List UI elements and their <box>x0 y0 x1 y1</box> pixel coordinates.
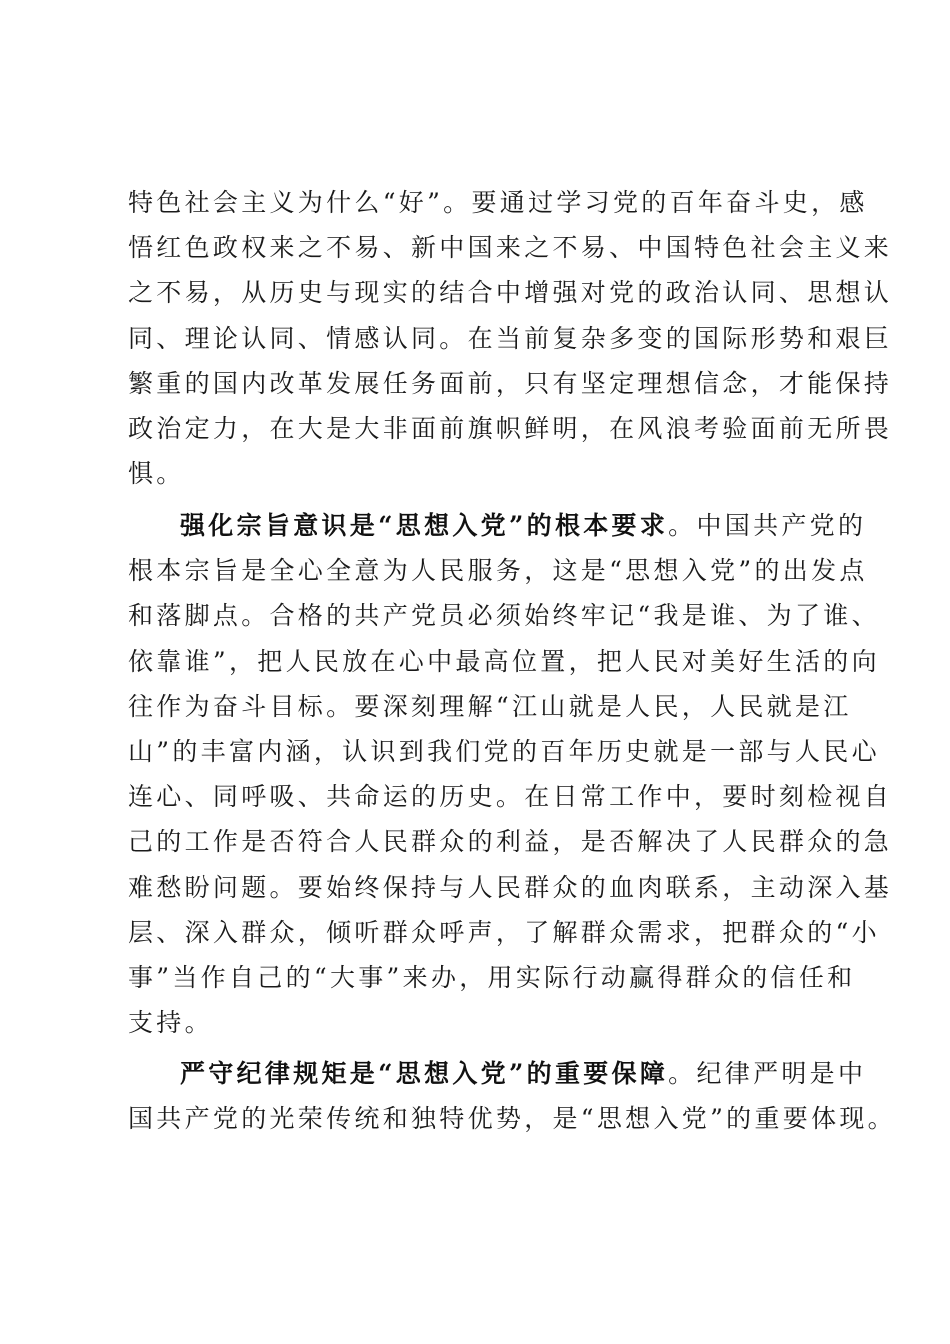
text-line <box>128 1051 867 1096</box>
text-line: 己的工作是否符合人民群众的利益，是否解决了人民群众的急 <box>128 827 893 857</box>
text-line <box>128 503 867 548</box>
text-line: 同、理论认同、情感认同。在当前复杂多变的国际形势和艰巨 <box>128 323 893 353</box>
text-line: 惧。 <box>128 459 185 489</box>
text-line: 连心、同呼吸、共命运的历史。在日常工作中，要时刻检视自 <box>128 782 893 812</box>
paragraph-heading: 强化宗旨意识是“思想入党”的根本要求 <box>180 511 669 540</box>
text-line: 山”的丰富内涵，认识到我们党的百年历史就是一部与人民心 <box>128 736 880 766</box>
text-line: 事”当作自己的“大事”来办，用实际行动赢得群众的信任和 <box>128 962 856 992</box>
heading-continuation: 。中国共产党的 <box>668 511 867 540</box>
text-line: 之不易，从历史与现实的结合中增强对党的政治认同、思想认 <box>128 278 893 308</box>
text-line: 支持。 <box>128 1008 213 1038</box>
text-line: 政治定力，在大是大非面前旗帜鲜明，在风浪考验面前无所畏 <box>128 413 893 443</box>
text-line: 根本宗旨是全心全意为人民服务，这是“思想入党”的出发点 <box>128 556 868 586</box>
text-line: 和落脚点。合格的共产党员必须始终牢记“我是谁、为了谁、 <box>128 601 880 631</box>
paragraph-3 <box>128 1051 896 1141</box>
text-line: 难愁盼问题。要始终保持与人民群众的血肉联系，主动深入基 <box>128 872 893 902</box>
text-line: 繁重的国内改革发展任务面前，只有坚定理想信念，才能保持 <box>128 368 893 398</box>
paragraph-1 <box>128 180 893 496</box>
paragraph-2 <box>128 503 893 1045</box>
text-line: 依靠谁”，把人民放在心中最高位置，把人民对美好生活的向 <box>128 646 880 676</box>
text-line: 层、深入群众，倾听群众呼声，了解群众需求，把群众的“小 <box>128 917 880 947</box>
paragraph-heading: 严守纪律规矩是“思想入党”的重要保障 <box>180 1059 669 1088</box>
text-line: 往作为奋斗目标。要深刻理解“江山就是人民，人民就是江 <box>128 691 852 721</box>
heading-continuation: 。纪律严明是中 <box>668 1059 867 1088</box>
text-line: 悟红色政权来之不易、新中国来之不易、中国特色社会主义来 <box>128 233 893 263</box>
text-line: 特色社会主义为什么“好”。要通过学习党的百年奋斗史，感 <box>128 188 868 217</box>
text-line: 国共产党的光荣传统和独特优势，是“思想入党”的重要体现。 <box>128 1104 896 1134</box>
